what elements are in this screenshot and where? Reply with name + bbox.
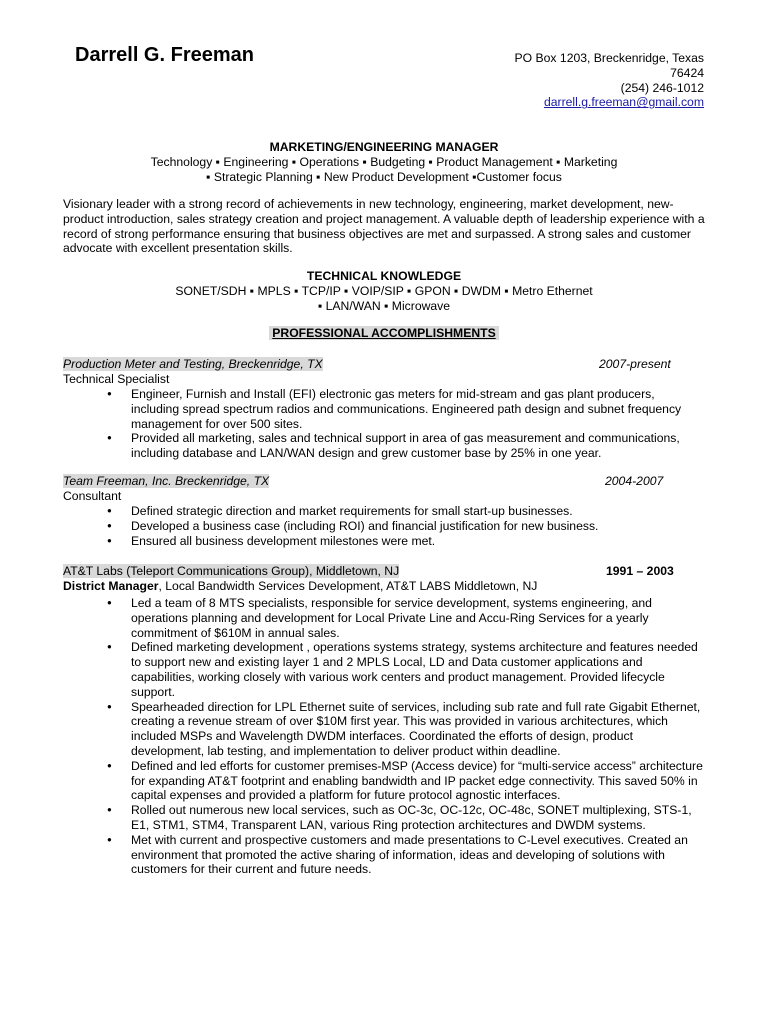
objective-title: MARKETING/ENGINEERING MANAGER [269, 140, 499, 154]
technical-title: TECHNICAL KNOWLEDGE [306, 269, 462, 283]
bullet-item: ● Defined marketing development , operations systems strategy, systems architecture and features needed to support new and existing layer 1 and 2 MPLS Local, LD and Data customer applications and capabilities, working closely with various work centers and product management. Provided lifecycle support. [63, 640, 705, 699]
company-name: Team Freeman, Inc. Breckenridge, TX [63, 474, 270, 488]
job-role: Technical Specialist [63, 372, 170, 386]
phone-number: (254) 246-1012 [620, 80, 704, 95]
job-years: 1991 – 2003 [606, 564, 674, 578]
bullet-item: ● Met with current and prospective customers and made presentations to C-Level executives. Created an environment that promoted the active sharing of information, ideas and developing of solutions with customers for their current and future needs. [63, 833, 705, 877]
address-line-1: PO Box 1203, Breckenridge, Texas [514, 51, 704, 65]
job-role-detail: , Local Bandwidth Services Development, AT&T LABS Middletown, NJ [158, 579, 538, 593]
company-name: AT&T Labs (Teleport Communications Group), Middletown, NJ [63, 564, 400, 578]
job-header [63, 564, 703, 579]
job-role: District Manager [63, 579, 159, 593]
address-line-2: 76424 [670, 65, 704, 80]
contact-block [444, 51, 704, 110]
objective-line-1: Technology ▪ Engineering ▪ Operations ▪ Budgeting ▪ Product Management ▪ Marketing [150, 154, 618, 169]
bullet-item: ● Led a team of 8 MTS specialists, responsible for service development, systems engineering, and operations planning and development for Local Private Line and Accu-Ring Services for a yearly commitment of $610M in annual sales. [63, 596, 705, 640]
bullet-item: ● Developed a business case (including ROI) and financial justification for new business. [63, 519, 705, 534]
technical-line-2: ▪ LAN/WAN ▪ Microwave [317, 298, 451, 313]
email-link[interactable]: darrell.g.freeman@gmail.com [543, 95, 704, 110]
technical-section [63, 269, 705, 313]
job-years: 2007-present [599, 357, 671, 371]
job-role: Consultant [63, 489, 122, 503]
technical-line-1: SONET/SDH ▪ MPLS ▪ TCP/IP ▪ VOIP/SIP ▪ GPON ▪ DWDM ▪ Metro Ethernet [175, 283, 593, 298]
job-bullets [63, 596, 705, 877]
bullet-item: ● Ensured all business development milestones were met. [63, 534, 705, 549]
job-header [63, 357, 703, 372]
bullet-item: ● Defined and led efforts for customer premises-MSP (Access device) for “multi-service access” architecture for expanding AT&T footprint and enabling bandwidth and IP packet edge connectivity. This saved 50% in capital expenses and provided a platform for future protocol agnostic interfaces. [63, 759, 705, 803]
accomplishments-title: PROFESSIONAL ACCOMPLISHMENTS [269, 326, 498, 340]
bullet-item: ● Defined strategic direction and market requirements for small start-up businesses. [63, 504, 705, 519]
accomplishments-heading [63, 326, 705, 340]
bullet-item: ● Provided all marketing, sales and technical support in area of gas measurement and communications, including database and LAN/WAN design and grew customer base by 25% in one year. [63, 431, 705, 461]
job-bullets [63, 504, 705, 548]
summary-paragraph: Visionary leader with a strong record of achievements in new technology, engineering, market development, new-product introduction, sales strategy creation and project management. A valuable depth of leadership experience with a record of strong performance ensuring that business objectives are met and surpassed. A strong sales and customer advocate with excellent presentation skills. [63, 197, 705, 256]
job-years: 2004-2007 [605, 474, 664, 488]
company-name: Production Meter and Testing, Breckenridge, TX [63, 357, 323, 371]
applicant-name: Darrell G. Freeman [75, 44, 254, 66]
job-bullets [63, 387, 705, 461]
job-role-line [63, 579, 537, 594]
job-header [63, 474, 703, 489]
bullet-item: ● Rolled out numerous new local services, such as OC-3c, OC-12c, OC-48c, SONET multiplexing, STS-1, E1, STM1, STM4, Transparent LAN, various Ring protection architectures and DWDM systems. [63, 803, 705, 833]
objective-section [63, 140, 705, 184]
objective-line-2: ▪ Strategic Planning ▪ New Product Development ▪Customer focus [206, 169, 562, 184]
bullet-item: ● Engineer, Furnish and Install (EFI) electronic gas meters for mid-stream and gas plant producers, including spread spectrum radios and communications. Engineered path design and subnet frequency management for over 500 sites. [63, 387, 705, 431]
bullet-item: ● Spearheaded direction for LPL Ethernet suite of services, including sub rate and full rate Gigabit Ethernet, creating a revenue stream of over $10M first year. This was provided in various architectures, which included MSPs and Wavelength DWDM interfaces. Coordinated the efforts of design, product development, lab testing, and implementation to deliver product within deadline. [63, 700, 705, 759]
